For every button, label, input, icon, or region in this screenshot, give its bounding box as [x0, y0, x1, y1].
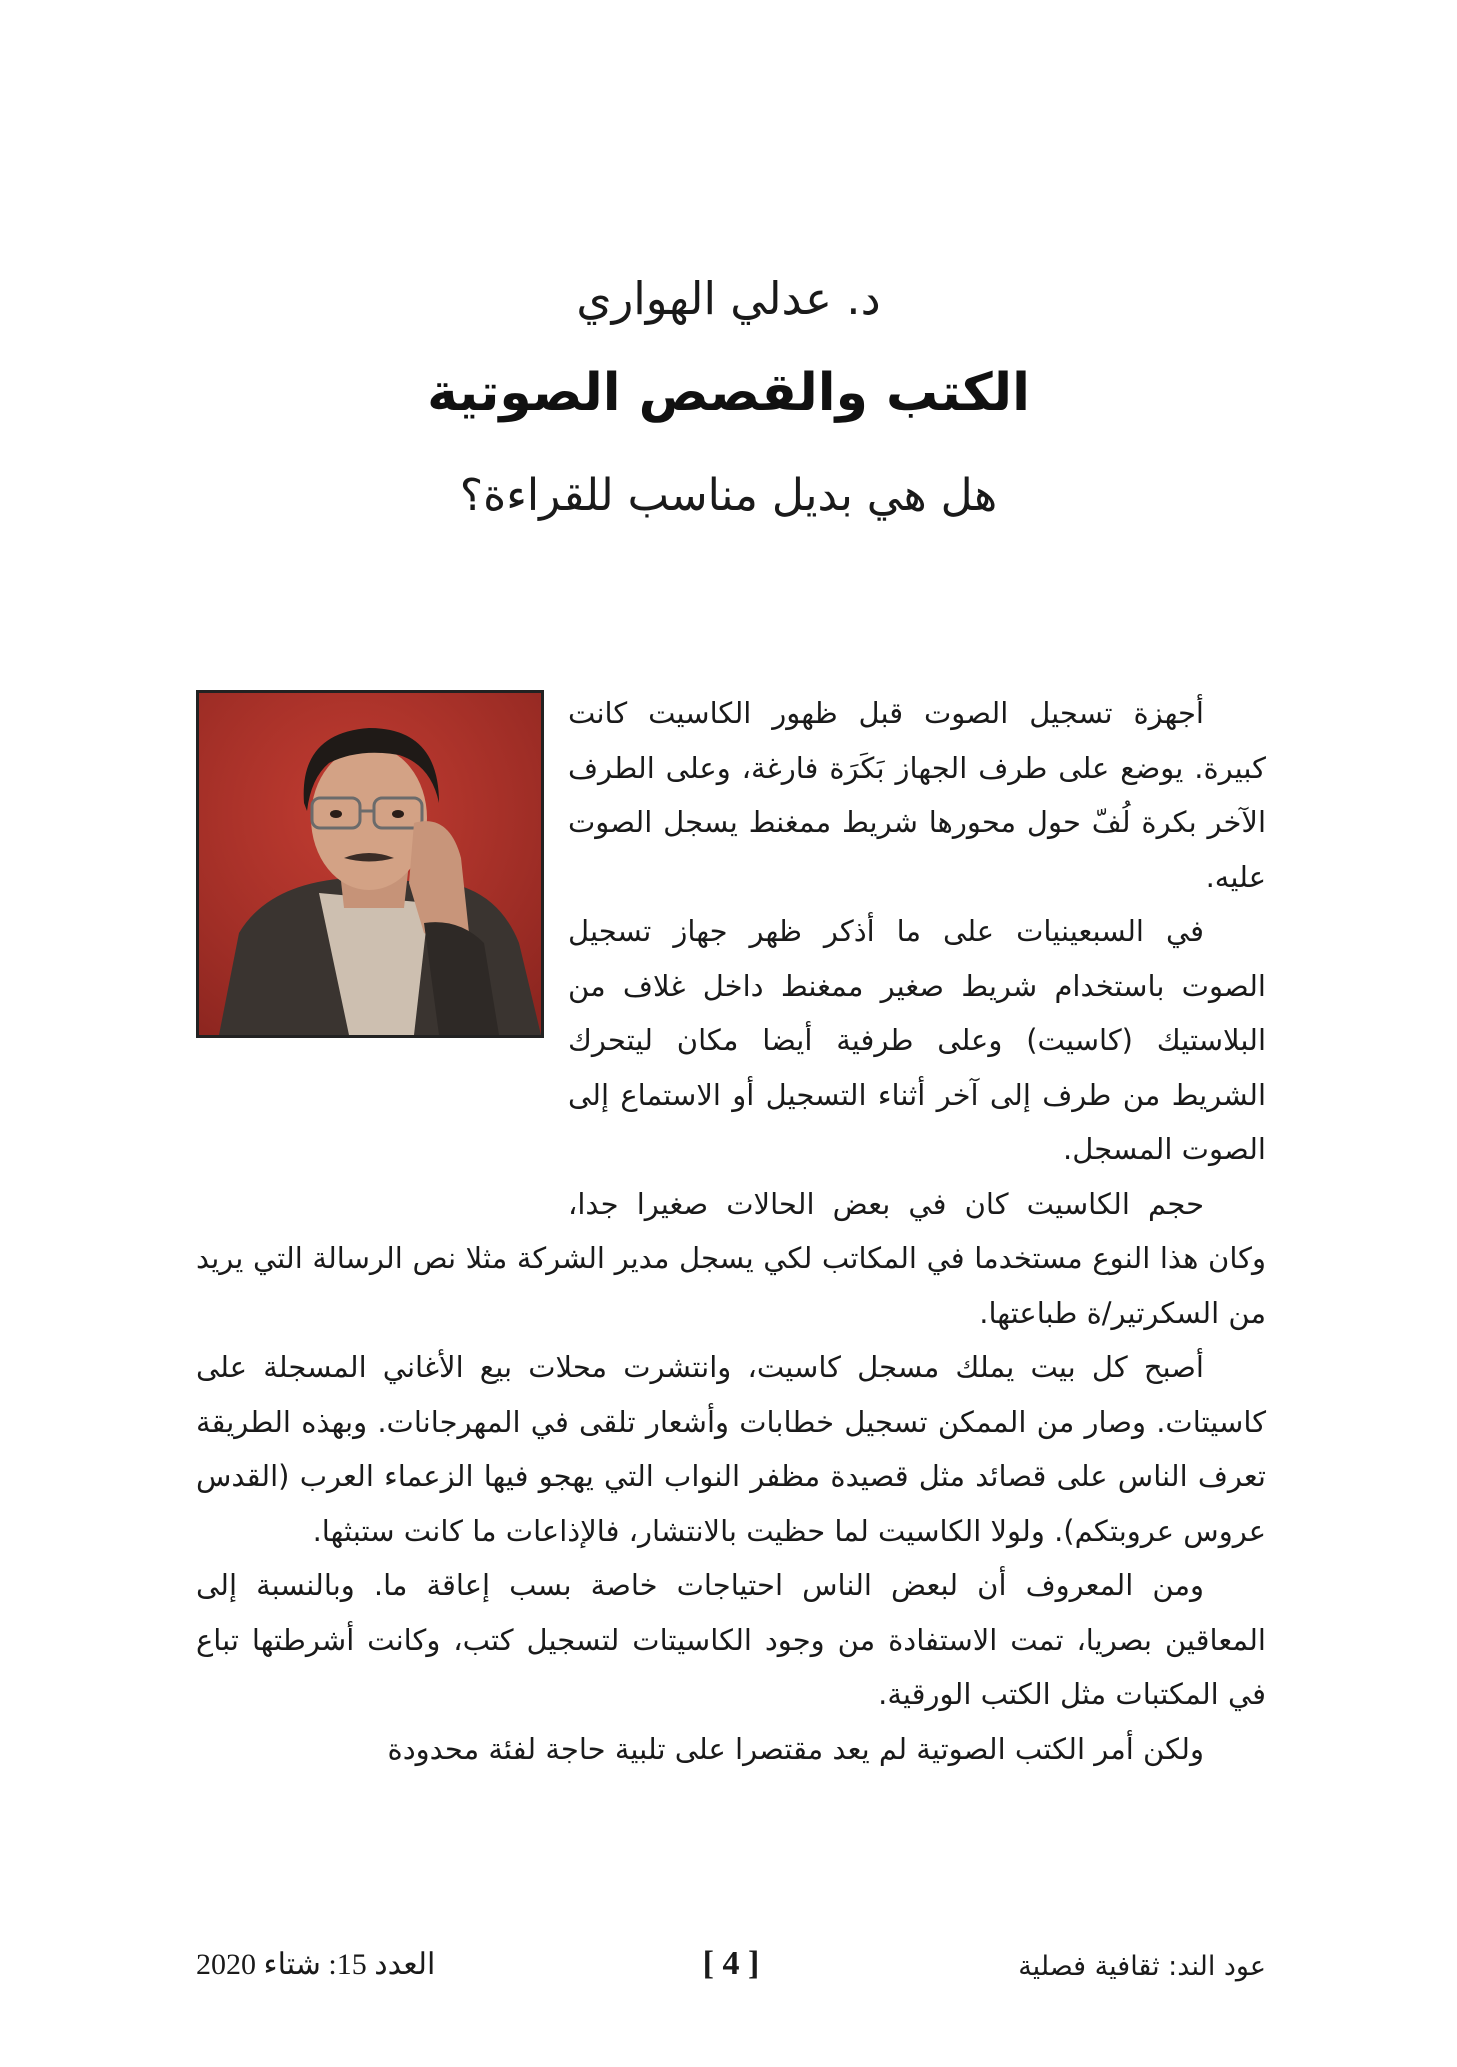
page-number: [ 4 ]	[702, 1945, 760, 1982]
magazine-name: عود الند: ثقافية فصلية	[1018, 1951, 1266, 1982]
photo-wrap-spacer	[196, 686, 568, 1178]
paragraph: حجم الكاسيت كان في بعض الحالات صغيرا جدا، وكان هذا النوع مستخدما في المكاتب لكي يسجل مدير الشركة مثلا نص الرسالة التي يريد من السكرتير/ة طباعتها.	[196, 1186, 1266, 1330]
article-body	[196, 686, 1266, 1776]
page-footer	[196, 1945, 1266, 1995]
article-subtitle: هل هي بديل مناسب للقراءة؟	[459, 470, 998, 521]
paragraph: أصبح كل بيت يملك مسجل كاسيت، وانتشرت محلات بيع الأغاني المسجلة على كاسيتات. وصار من الممكن تسجيل خطابات وأشعار تلقى في المهرجانات. وبهذه الطريقة تعرف الناس على قصائد مثل قصيدة مظفر النواب التي يهجو فيها الزعماء العرب (القدس عروس عروبتكم). ولولا الكاسيت لما حظيت بالانتشار، فالإذاعات ما كانت ستبثها.	[196, 1350, 1266, 1548]
paragraph: في السبعينيات على ما أذكر ظهر جهاز تسجيل الصوت باستخدام شريط صغير ممغنط داخل غلاف من البلاستيك (كاسيت) وعلى طرفية أيضا مكان ليتحرك الشريط من طرف إلى آخر أثناء التسجيل أو الاستماع إلى الصوت المسجل.	[568, 914, 1266, 1166]
author-name: د. عدلي الهواري	[576, 272, 881, 325]
paragraph: ومن المعروف أن لبعض الناس احتياجات خاصة بسب إعاقة ما. وبالنسبة إلى المعاقين بصريا، تمت الاستفادة من وجود الكاسيتات لتسجيل كتب، وكانت أشرطتها تباع في المكتبات مثل الكتب الورقية.	[196, 1568, 1266, 1711]
article-title: الكتب والقصص الصوتية	[427, 363, 1030, 423]
paragraph: ولكن أمر الكتب الصوتية لم يعد مقتصرا على تلبية حاجة لفئة محدودة	[387, 1731, 1204, 1766]
issue-info: العدد 15: شتاء 2020	[196, 1948, 436, 1981]
paragraph: أجهزة تسجيل الصوت قبل ظهور الكاسيت كانت كبيرة. يوضع على طرف الجهاز بَكَرَة فارغة، وعلى الطرف الآخر بكرة لُفّ حول محورها شريط ممغنط يسجل الصوت عليه.	[568, 696, 1266, 894]
